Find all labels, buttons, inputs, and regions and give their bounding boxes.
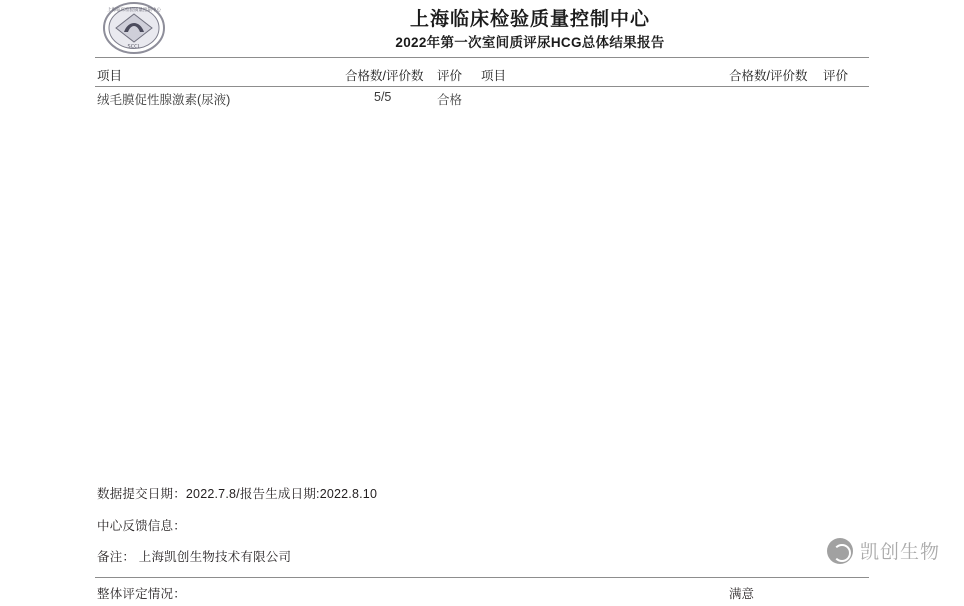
column-header-item-right: 项目: [481, 69, 507, 83]
overall-evaluation-label: 整体评定情况：: [97, 587, 186, 601]
cell-ratio: 5/5: [374, 90, 392, 104]
column-header-ratio-left: 合格数/评价数: [345, 69, 424, 83]
column-header-item-left: 项目: [97, 69, 123, 83]
svg-text:上海临床检验质量控制中心: 上海临床检验质量控制中心: [107, 8, 161, 13]
overall-evaluation-value: 满意: [729, 587, 755, 601]
center-feedback-label: 中心反馈信息：: [97, 519, 186, 533]
svg-text:SCCL: SCCL: [127, 44, 141, 50]
institution-seal-icon: [102, 2, 166, 54]
table-header-divider: [95, 86, 869, 87]
table-row: [0, 90, 964, 112]
watermark: [827, 537, 940, 564]
page-title: 上海临床检验质量控制中心: [409, 9, 650, 30]
report-header: [0, 0, 964, 58]
table-header-row: [0, 66, 964, 86]
header-divider: [95, 57, 869, 58]
column-header-evaluation-left: 评价: [437, 69, 463, 83]
column-header-evaluation-right: 评价: [823, 69, 849, 83]
remark-line: 备注： 上海凯创生物技术有限公司: [97, 550, 292, 564]
submission-generation-dates: 数据提交日期：2022.7.8/报告生成日期:2022.8.10: [97, 487, 378, 501]
column-header-ratio-right: 合格数/评价数: [729, 69, 808, 83]
footer-divider: [95, 577, 869, 578]
report-subtitle: 2022年第一次室间质评尿HCG总体结果报告: [395, 35, 665, 50]
cell-item: 绒毛膜促性腺激素(尿液): [97, 93, 231, 107]
watermark-text: 凯创生物: [859, 542, 940, 563]
cell-evaluation: 合格: [437, 93, 463, 107]
kaichuang-logo-icon: [827, 538, 853, 564]
